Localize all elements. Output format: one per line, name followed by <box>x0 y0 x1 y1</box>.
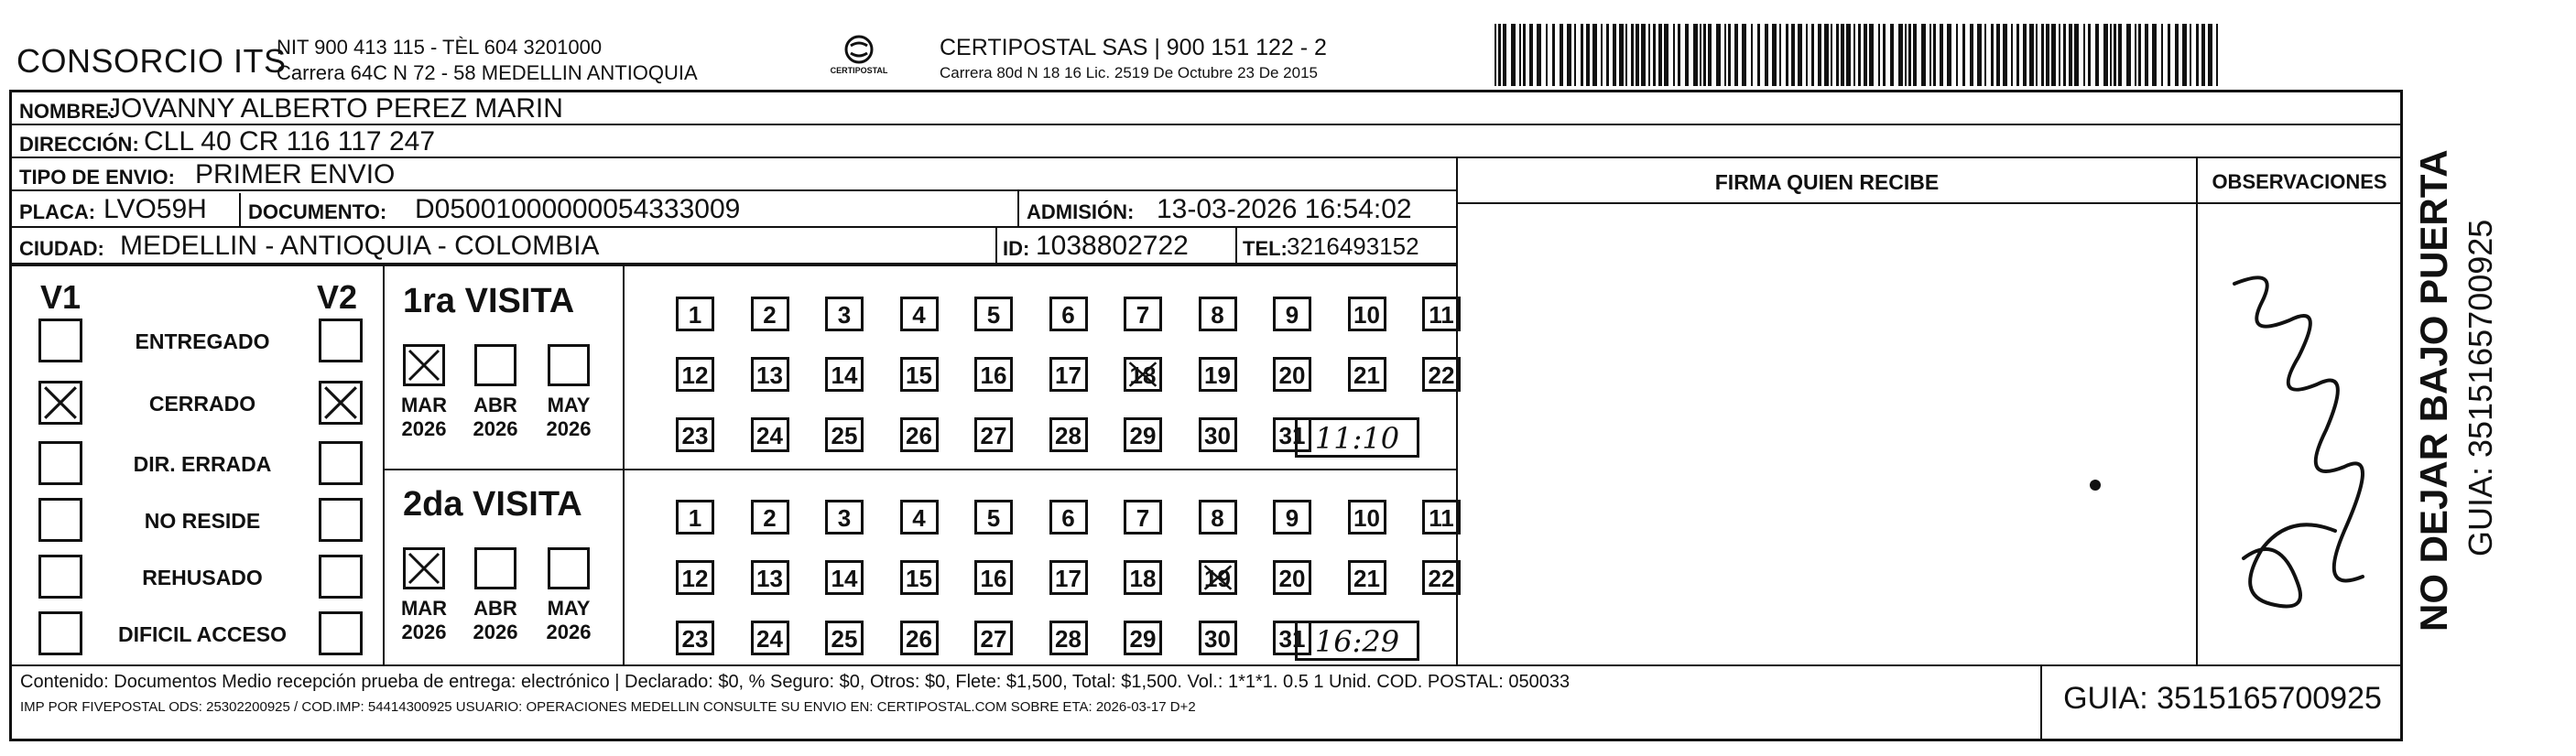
barcode-bar <box>2190 24 2191 86</box>
barcode-bar <box>1890 24 1894 86</box>
barcode-bar <box>1824 24 1829 86</box>
barcode-bar <box>1503 24 1506 86</box>
tipo-label: TIPO DE ENVIO: <box>19 166 175 189</box>
barcode-bar <box>2201 24 2205 86</box>
barcode-bar <box>1673 24 1675 86</box>
barcode-bar <box>1905 24 1907 86</box>
barcode-bar <box>1869 24 1874 86</box>
barcode-bar <box>1864 24 1867 86</box>
placa-value: LVO59H <box>103 194 207 224</box>
month-checkbox[interactable] <box>474 344 516 386</box>
day-box[interactable]: 11 <box>1422 500 1461 535</box>
barcode-bar <box>1933 24 1936 86</box>
day-box[interactable]: 4 <box>900 297 939 331</box>
day-box[interactable]: 19 <box>1199 357 1237 392</box>
v1-checkbox[interactable] <box>38 611 82 655</box>
barcode-bar <box>1853 24 1855 86</box>
day-box[interactable]: 28 <box>1049 417 1088 452</box>
day-box[interactable]: 24 <box>751 621 789 655</box>
day-box[interactable]: 27 <box>974 417 1013 452</box>
barcode-bar <box>1818 24 1821 86</box>
barcode-bar <box>2138 24 2141 86</box>
day-box[interactable]: 30 <box>1199 621 1237 655</box>
barcode-bar <box>1991 24 1994 86</box>
barcode-bar <box>1625 24 1627 86</box>
barcode-bar <box>1636 24 1639 86</box>
barcode-bar <box>2023 24 2027 86</box>
barcode-bar <box>1898 24 1903 86</box>
v2-label: V2 <box>317 278 358 316</box>
day-box[interactable]: 10 <box>1348 500 1386 535</box>
month-year: 2026 <box>473 417 518 440</box>
day-box[interactable]: 5 <box>974 297 1013 331</box>
barcode-bar <box>1841 24 1844 86</box>
day-box[interactable]: 20 <box>1273 357 1311 392</box>
barcode-bar <box>1552 24 1555 86</box>
day-box[interactable]: 15 <box>900 560 939 595</box>
day-box[interactable]: 23 <box>676 417 714 452</box>
day-box[interactable]: 14 <box>825 560 864 595</box>
barcode-bar <box>1996 24 2000 86</box>
barcode-bar <box>2011 24 2013 86</box>
direccion-value: CLL 40 CR 116 117 247 <box>144 126 436 157</box>
barcode-bar <box>1970 24 1973 86</box>
tel-label: TEL: <box>1243 237 1288 260</box>
barcode-bar <box>2126 24 2131 86</box>
barcode-bar <box>1537 24 1541 86</box>
day-box[interactable]: 26 <box>900 621 939 655</box>
barcode-bar <box>2135 24 2136 86</box>
month-year: 2026 <box>546 417 592 440</box>
month-checkbox[interactable] <box>548 547 590 589</box>
barcode-bar <box>1878 24 1880 86</box>
day-box[interactable]: 17 <box>1049 560 1088 595</box>
barcode-bar <box>1708 24 1712 86</box>
row-tipo <box>12 158 1457 191</box>
barcode-bar <box>1977 24 1982 86</box>
barcode-bar <box>2063 24 2066 86</box>
ciudad-label: CIUDAD: <box>19 237 104 260</box>
firma-header: FIRMA QUIEN RECIBE <box>1714 170 1940 194</box>
barcode-bar <box>2118 24 2122 86</box>
id-value: 1038802722 <box>1036 231 1189 261</box>
footer-contents: Contenido: Documentos Medio recepción prueba de entrega: electrónico | Declarado: $0, % Seguro: $0, Otros: $0, Flete: $1,500, Total: $1,500. Vol.: 1*1*1. 0.5 1 Unid. COD. POSTAL: 050033 <box>20 672 1571 692</box>
day-box[interactable]: 9 <box>1273 500 1311 535</box>
month-label <box>537 394 601 441</box>
row-direccion <box>12 125 2400 158</box>
barcode-bar <box>2208 24 2212 86</box>
company-address: Carrera 64C N 72 - 58 MEDELLIN ANTIOQUIA <box>277 61 698 84</box>
barcode-bar <box>2182 24 2187 86</box>
month-label <box>392 597 456 644</box>
documento-value: D05001000000054333009 <box>415 194 741 224</box>
barcode-bar <box>1858 24 1861 86</box>
tel-value: 3216493152 <box>1287 232 1419 260</box>
barcode-bar <box>2029 24 2034 86</box>
month-label <box>463 597 527 644</box>
row-ciudad <box>12 228 1457 265</box>
barcode-bar <box>1962 24 1965 86</box>
barcode-bar <box>2003 24 2007 86</box>
barcode-bar <box>1546 24 1548 86</box>
barcode-bar <box>2088 24 2091 86</box>
barcode-bar <box>2059 24 2060 86</box>
month-label <box>537 597 601 644</box>
barcode-bar <box>1613 24 1616 86</box>
admision-label: ADMISIÓN: <box>1027 200 1135 223</box>
barcode-bar <box>1511 24 1516 86</box>
month-checkbox[interactable] <box>548 344 590 386</box>
barcode-bar <box>1631 24 1634 86</box>
barcode-bar <box>2074 24 2079 86</box>
month-name: MAY <box>547 394 591 416</box>
admision-value: 13-03-2026 16:54:02 <box>1157 194 1412 224</box>
barcode-bar <box>1648 24 1650 86</box>
barcode-bar <box>2036 24 2038 86</box>
day-box[interactable]: 2 <box>751 297 789 331</box>
barcode-bar <box>2069 24 2072 86</box>
barcode-bar <box>2041 24 2044 86</box>
day-box[interactable]: 28 <box>1049 621 1088 655</box>
barcode-bar <box>1846 24 1851 86</box>
company-name: CONSORCIO ITS <box>16 42 287 80</box>
day-box[interactable]: 25 <box>825 621 864 655</box>
barcode-bar <box>1751 24 1753 86</box>
day-box[interactable]: 11 <box>1422 297 1461 331</box>
status-label: REHUSADO <box>142 566 263 589</box>
day-box[interactable]: 7 <box>1124 297 1162 331</box>
barcode-bar <box>1700 24 1701 86</box>
barcode-bar <box>1811 24 1814 86</box>
day-box[interactable]: 29 <box>1124 417 1162 452</box>
status-label: CERRADO <box>148 392 256 416</box>
day-box[interactable]: 1 <box>676 500 714 535</box>
day-box[interactable]: 21 <box>1348 560 1386 595</box>
barcode-bar <box>1519 24 1521 86</box>
barcode-bar <box>1560 24 1563 86</box>
barcode-bar <box>1836 24 1839 86</box>
day-box[interactable]: 13 <box>751 560 789 595</box>
visit-time: 16:29 <box>1295 621 1419 661</box>
month-name: ABR <box>473 394 517 416</box>
day-box[interactable]: 16 <box>974 560 1013 595</box>
barcode-bar <box>1984 24 1986 86</box>
day-box[interactable]: 9 <box>1273 297 1311 331</box>
day-box[interactable]: 16 <box>974 357 1013 392</box>
barcode-bar <box>1779 24 1781 86</box>
month-year: 2026 <box>401 417 447 440</box>
barcode-bar <box>2103 24 2108 86</box>
day-box[interactable]: 5 <box>974 500 1013 535</box>
status-label: ENTREGADO <box>135 329 270 353</box>
v1-checkbox[interactable] <box>38 441 82 485</box>
month-name: MAY <box>547 597 591 620</box>
tipo-value: PRIMER ENVIO <box>195 159 396 189</box>
month-name: MAR <box>400 394 448 416</box>
side-notice: NO DEJAR BAJO PUERTA <box>2412 149 2455 632</box>
v2-checkbox[interactable] <box>319 381 363 425</box>
day-box[interactable]: 12 <box>676 560 714 595</box>
day-box[interactable]: 20 <box>1273 560 1311 595</box>
barcode-bar <box>1798 24 1802 86</box>
barcode-bar <box>1658 24 1662 86</box>
barcode-bar <box>1495 24 1496 86</box>
month-checkbox[interactable] <box>403 344 445 386</box>
documento-label: DOCUMENTO: <box>248 200 387 223</box>
barcode-bar <box>2216 24 2218 86</box>
visit-time: 11:10 <box>1295 417 1419 458</box>
day-box[interactable]: 15 <box>900 357 939 392</box>
day-box[interactable]: 6 <box>1049 500 1088 535</box>
day-box[interactable]: 8 <box>1199 297 1237 331</box>
barcode-bar <box>1574 24 1576 86</box>
barcode-bar <box>2145 24 2148 86</box>
id-label: ID: <box>1003 237 1030 260</box>
month-label <box>392 394 456 441</box>
v1-checkbox[interactable] <box>38 381 82 425</box>
nombre-label: NOMBRE: <box>19 100 116 123</box>
day-box[interactable]: 10 <box>1348 297 1386 331</box>
day-box[interactable]: 1 <box>676 297 714 331</box>
day-box[interactable]: 30 <box>1199 417 1237 452</box>
barcode-bar <box>1606 24 1609 86</box>
side-guia: GUIA: 3515165700925 <box>2462 219 2499 556</box>
v2-checkbox[interactable] <box>319 498 363 542</box>
day-box[interactable]: 24 <box>751 417 789 452</box>
barcode-bar <box>1786 24 1788 86</box>
barcode <box>1495 24 2220 86</box>
barcode-bar <box>2095 24 2099 86</box>
v2-checkbox[interactable] <box>319 611 363 655</box>
month-label <box>463 394 527 441</box>
barcode-bar <box>1653 24 1656 86</box>
barcode-bar <box>1908 24 1911 86</box>
barcode-bar <box>1592 24 1597 86</box>
visit-title: 2da VISITA <box>403 485 582 524</box>
day-box[interactable]: 18 <box>1124 357 1162 392</box>
day-box[interactable]: 22 <box>1422 357 1461 392</box>
barcode-bar <box>1529 24 1533 86</box>
barcode-bar <box>1567 24 1571 86</box>
nombre-value: JOVANNY ALBERTO PEREZ MARIN <box>107 93 563 124</box>
month-name: ABR <box>473 597 517 620</box>
day-box[interactable]: 3 <box>825 297 864 331</box>
day-box[interactable]: 6 <box>1049 297 1088 331</box>
certipostal-logo <box>822 33 896 84</box>
status-label: DIR. ERRADA <box>133 452 272 476</box>
ciudad-value: MEDELLIN - ANTIOQUIA - COLOMBIA <box>120 231 600 261</box>
observaciones-header: OBSERVACIONES <box>2212 170 2387 193</box>
logo-caption: CERTIPOSTAL <box>830 66 888 75</box>
barcode-bar <box>1883 24 1886 86</box>
day-box[interactable]: 29 <box>1124 621 1162 655</box>
v1-checkbox[interactable] <box>38 555 82 599</box>
status-label: NO RESIDE <box>144 509 261 533</box>
barcode-bar <box>2051 24 2056 86</box>
barcode-bar <box>2152 24 2157 86</box>
day-box[interactable]: 4 <box>900 500 939 535</box>
barcode-bar <box>1791 24 1795 86</box>
day-box[interactable]: 27 <box>974 621 1013 655</box>
day-box[interactable]: 26 <box>900 417 939 452</box>
month-checkbox[interactable] <box>403 547 445 589</box>
day-box[interactable]: 12 <box>676 357 714 392</box>
carrier-name: CERTIPOSTAL SAS | 900 151 122 - 2 <box>940 35 1327 60</box>
barcode-bar <box>1581 24 1583 86</box>
barcode-bar <box>1601 24 1603 86</box>
barcode-bar <box>1641 24 1646 86</box>
v1-checkbox[interactable] <box>38 498 82 542</box>
barcode-bar <box>1498 24 1501 86</box>
day-box[interactable]: 2 <box>751 500 789 535</box>
barcode-bar <box>2114 24 2116 86</box>
barcode-bar <box>1586 24 1590 86</box>
barcode-bar <box>1947 24 1951 86</box>
day-box[interactable]: 19 <box>1199 560 1237 595</box>
barcode-bar <box>1619 24 1624 86</box>
footer-print-info: IMP POR FIVEPOSTAL ODS: 25302200925 / COD.IMP: 54414300925 USUARIO: OPERACIONES MEDELLIN CONSULTE SU ENVIO EN: CERTIPOSTAL.COM SOBRE ETA: 2026-03-17 D+2 <box>20 699 1196 715</box>
barcode-bar <box>1734 24 1738 86</box>
company-nit: NIT 900 413 115 - TÈL 604 3201000 <box>277 36 603 59</box>
barcode-bar <box>1728 24 1731 86</box>
barcode-bar <box>2168 24 2170 86</box>
day-box[interactable]: 14 <box>825 357 864 392</box>
day-box[interactable]: 3 <box>825 500 864 535</box>
day-box[interactable]: 8 <box>1199 500 1237 535</box>
row-nombre <box>12 92 2400 125</box>
barcode-bar <box>1913 24 1917 86</box>
status-label: DIFICIL ACCESO <box>117 622 287 646</box>
barcode-bar <box>2016 24 2019 86</box>
day-box[interactable]: 31 <box>1273 621 1311 655</box>
day-box[interactable]: 7 <box>1124 500 1162 535</box>
day-box[interactable]: 31 <box>1273 417 1311 452</box>
footer-guia: GUIA: 3515165700925 <box>2063 681 2382 716</box>
v1-checkbox[interactable] <box>38 319 82 362</box>
barcode-bar <box>1685 24 1689 86</box>
barcode-bar <box>1956 24 1958 86</box>
barcode-bar <box>1757 24 1760 86</box>
day-box[interactable]: 25 <box>825 417 864 452</box>
certipostal-logo-icon <box>822 33 896 84</box>
barcode-bar <box>2083 24 2085 86</box>
carrier-license: Carrera 80d N 18 16 Lic. 2519 De Octubre 23 De 2015 <box>940 64 1318 81</box>
barcode-bar <box>1703 24 1706 86</box>
barcode-bar <box>2196 24 2199 86</box>
barcode-bar <box>2161 24 2163 86</box>
month-year: 2026 <box>401 621 447 643</box>
row-placa <box>12 191 1457 228</box>
barcode-bar <box>1940 24 1943 86</box>
day-box[interactable]: 23 <box>676 621 714 655</box>
v2-checkbox[interactable] <box>319 555 363 599</box>
barcode-bar <box>1921 24 1926 86</box>
month-year: 2026 <box>473 621 518 643</box>
placa-label: PLACA: <box>19 200 96 223</box>
barcode-bar <box>2175 24 2179 86</box>
day-box[interactable]: 21 <box>1348 357 1386 392</box>
barcode-bar <box>1693 24 1698 86</box>
v1-label: V1 <box>40 278 82 316</box>
barcode-bar <box>2110 24 2112 86</box>
barcode-bar <box>1742 24 1746 86</box>
ink-dot <box>2090 480 2101 491</box>
v2-checkbox[interactable] <box>319 441 363 485</box>
day-box[interactable]: 17 <box>1049 357 1088 392</box>
direccion-label: DIRECCIÓN: <box>19 133 139 156</box>
month-name: MAR <box>400 597 448 620</box>
barcode-bar <box>1806 24 1808 86</box>
barcode-bar <box>1765 24 1768 86</box>
barcode-bar <box>1724 24 1726 86</box>
barcode-bar <box>1523 24 1526 86</box>
barcode-bar <box>1831 24 1832 86</box>
barcode-bar <box>1716 24 1721 86</box>
barcode-bar <box>2046 24 2049 86</box>
day-box[interactable]: 18 <box>1124 560 1162 595</box>
barcode-bar <box>1678 24 1680 86</box>
barcode-bar <box>1929 24 1931 86</box>
day-box[interactable]: 13 <box>751 357 789 392</box>
barcode-bar <box>1772 24 1777 86</box>
barcode-bar <box>1664 24 1668 86</box>
signature-icon <box>2207 256 2399 632</box>
v2-checkbox[interactable] <box>319 319 363 362</box>
month-year: 2026 <box>546 621 592 643</box>
month-checkbox[interactable] <box>474 547 516 589</box>
visit-title: 1ra VISITA <box>403 282 575 320</box>
day-box[interactable]: 22 <box>1422 560 1461 595</box>
